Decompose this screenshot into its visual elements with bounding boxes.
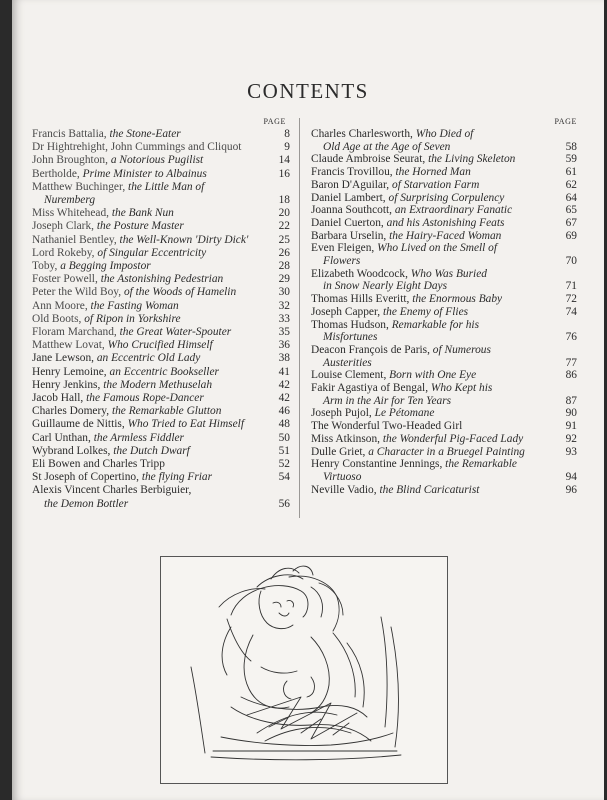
entry-page-number: 54 (278, 471, 290, 484)
entry-page-number: 29 (278, 273, 290, 286)
contents-entry (311, 369, 577, 382)
entry-name: Henry Lemoine, (32, 365, 107, 378)
entry-page-number: 67 (565, 216, 577, 229)
entry-name: Miss Whitehead, (32, 207, 109, 220)
contents-entry (311, 446, 577, 459)
entry-page-number: 86 (565, 369, 577, 382)
entry-title (32, 339, 268, 352)
entry-page-number: 9 (284, 141, 290, 154)
entry-title (32, 458, 268, 471)
entry-title (311, 153, 555, 166)
entry-description: an Eccentric Old Lady (96, 352, 201, 365)
entry-title (32, 366, 268, 379)
entry-page-number: 59 (565, 153, 577, 166)
entry-page-number: 52 (278, 458, 290, 471)
entry-description-continued: Austerities (323, 356, 372, 369)
entry-title (311, 192, 555, 205)
entry-page-number: 56 (278, 497, 290, 510)
contents-entry (311, 268, 577, 293)
entry-description: Born with One Eye (389, 369, 477, 382)
entry-title (32, 326, 268, 339)
entry-page-number: 18 (278, 194, 290, 207)
entry-title (311, 128, 555, 153)
entry-title (32, 405, 268, 418)
entry-description: the Well-Known 'Dirty Dick' (119, 233, 249, 246)
entry-name: St Joseph of Copertino, (32, 471, 139, 484)
entry-title (311, 306, 555, 319)
entry-page-number: 70 (565, 255, 577, 268)
contents-entry (32, 339, 290, 352)
contents-list-left (32, 128, 290, 511)
entry-title (311, 242, 555, 267)
entry-description: the Horned Man (395, 166, 471, 179)
entry-page-number: 8 (284, 128, 290, 140)
entry-title (311, 433, 555, 446)
contents-entry (311, 179, 577, 192)
entry-description: the Armless Fiddler (93, 431, 184, 444)
entry-name: Louise Clement, (311, 369, 387, 382)
entry-description: the Stone-Eater (109, 128, 181, 140)
entry-description: the flying Friar (141, 471, 213, 484)
entry-description: the Little Man of (128, 180, 205, 193)
contents-entry (311, 484, 577, 497)
entry-description: the Remarkable Glutton (111, 405, 222, 418)
entry-title (32, 234, 268, 247)
entry-page-number: 50 (278, 431, 290, 444)
entry-name: Jane Lewson, (32, 352, 94, 365)
column-divider (299, 118, 300, 518)
entry-name: Francis Trovillou, (311, 166, 393, 179)
contents-entry (311, 382, 577, 407)
entry-description: of the Woods of Hamelin (123, 286, 237, 299)
entry-description: the Living Skeleton (428, 153, 516, 166)
entry-title (311, 293, 555, 306)
contents-entry (32, 484, 290, 510)
entry-page-number: 42 (278, 378, 290, 391)
entry-description: the Enormous Baby (412, 293, 503, 306)
contents-entry (311, 344, 577, 369)
entry-page-number: 91 (565, 420, 577, 433)
entry-description: the Hairy-Faced Woman (389, 229, 502, 242)
entry-name: Henry Constantine Jennings, (311, 458, 443, 471)
entry-title (311, 217, 555, 230)
entry-name: Matthew Buchinger, (32, 180, 126, 193)
entry-title (32, 392, 268, 405)
entry-page-number: 22 (278, 220, 290, 233)
entry-description: of Singular Eccentricity (97, 246, 207, 259)
entry-page-number: 28 (278, 260, 290, 273)
entry-title (311, 382, 555, 407)
contents-entry (32, 392, 290, 405)
entry-title (32, 247, 268, 260)
entry-page-number: 90 (565, 407, 577, 420)
contents-entry (32, 458, 290, 471)
entry-description: an Eccentric Bookseller (109, 365, 219, 378)
entry-page-number: 26 (278, 246, 290, 259)
contents-entry (32, 168, 290, 181)
contents-entry (311, 230, 577, 243)
entry-name: Matthew Lovat, (32, 339, 105, 352)
entry-description-continued: Virtuoso (323, 470, 362, 483)
entry-name: Bertholde, (32, 167, 80, 180)
entry-title (32, 154, 268, 167)
entry-title (311, 319, 555, 344)
contents-entry (311, 204, 577, 217)
entry-title (32, 471, 268, 484)
entry-title (311, 179, 555, 192)
contents-entry (311, 242, 577, 267)
entry-page-number: 65 (565, 204, 577, 217)
entry-description: a Notorious Pugilist (110, 154, 204, 167)
entry-page-number: 33 (278, 312, 290, 325)
pen-sketch-illustration (160, 556, 448, 784)
entry-title (32, 141, 268, 154)
entry-page-number: 20 (278, 207, 290, 220)
entry-description: Remarkable for his (391, 318, 480, 331)
contents-column-right (311, 116, 577, 496)
entry-title (311, 458, 555, 483)
entry-description: Who Crucified Himself (107, 339, 213, 352)
entry-name: Daniel Cuerton, (311, 216, 384, 229)
entry-title (32, 220, 268, 233)
entry-title (311, 420, 555, 433)
contents-entry (32, 471, 290, 484)
entry-name: Foster Powell, (32, 273, 98, 286)
entry-description: the Modern Methuselah (103, 378, 213, 391)
entry-title (311, 446, 555, 459)
entry-description: a Character in a Bruegel Painting (368, 445, 525, 458)
entry-name: Wybrand Lolkes, (32, 444, 111, 457)
contents-entry (32, 273, 290, 286)
entry-name: Guillaume de Nittis, (32, 418, 125, 431)
page-column-header: PAGE (263, 117, 286, 126)
entry-name: Francis Battalia, (32, 128, 107, 140)
entry-description: the Enemy of Flies (383, 305, 469, 318)
entry-name: Lord Rokeby, (32, 246, 95, 259)
entry-description: Prime Minister to Albainus (82, 167, 207, 180)
contents-list-right (311, 128, 577, 496)
entry-page-number: 64 (565, 191, 577, 204)
entry-name: Baron D'Aguilar, (311, 178, 390, 191)
entry-title (32, 432, 268, 445)
entry-page-number: 36 (278, 339, 290, 352)
entry-description: and his Astonishing Feats (386, 216, 505, 229)
entry-name: Floram Marchand, (32, 326, 117, 339)
contents-entry (311, 458, 577, 483)
contents-entry (32, 220, 290, 233)
entry-title (311, 268, 555, 293)
entry-description: the Blind Caricaturist (379, 483, 480, 496)
contents-entry (311, 166, 577, 179)
entry-page-number: 71 (565, 280, 577, 293)
contents-entry (32, 432, 290, 445)
entry-name: Joseph Pujol, (311, 407, 372, 420)
entry-page-number: 61 (565, 166, 577, 179)
entry-description-continued: the Demon Bottler (44, 497, 129, 510)
entry-description: Who Lived on the Smell of (377, 242, 498, 255)
contents-entry (311, 293, 577, 306)
entry-title (32, 300, 268, 313)
entry-title (311, 230, 555, 243)
entry-page-number: 93 (565, 445, 577, 458)
entry-description: Who Tried to Eat Himself (127, 418, 244, 431)
contents-column-left (32, 116, 290, 511)
entry-page-number: 51 (278, 444, 290, 457)
page-column-header: PAGE (554, 117, 577, 126)
contents-entry (32, 445, 290, 458)
entry-title (311, 407, 555, 420)
entry-name: Nathaniel Bentley, (32, 233, 117, 246)
entry-page-number: 30 (278, 286, 290, 299)
entry-name: Elizabeth Woodcock, (311, 267, 408, 280)
entry-description-continued: Arm in the Air for Ten Years (323, 394, 452, 407)
entry-name: Joanna Southcott, (311, 204, 392, 217)
entry-title (32, 286, 268, 299)
entry-description: an Extraordinary Fanatic (394, 204, 513, 217)
entry-description: the Astonishing Pedestrian (100, 273, 224, 286)
entry-title (32, 260, 268, 273)
entry-name: Eli Bowen and Charles Tripp (32, 458, 165, 471)
entry-page-number: 16 (278, 167, 290, 180)
entry-page-number: 46 (278, 405, 290, 418)
contents-entry (32, 300, 290, 313)
contents-entry (32, 352, 290, 365)
book-page (12, 0, 604, 800)
entry-page-number: 72 (565, 293, 577, 306)
entry-title (32, 273, 268, 286)
contents-entry (32, 141, 290, 154)
entry-name: Toby, (32, 260, 58, 273)
entry-title (311, 204, 555, 217)
entry-page-number: 77 (565, 356, 577, 369)
entry-description: the Bank Nun (111, 207, 174, 220)
entry-title (32, 168, 268, 181)
entry-description: Who Died of (415, 128, 474, 140)
entry-page-number: 48 (278, 418, 290, 431)
contents-entry (311, 319, 577, 344)
entry-title (311, 166, 555, 179)
entry-name: Joseph Clark, (32, 220, 95, 233)
entry-name: Charles Charlesworth, (311, 128, 413, 140)
entry-description: the Fasting Woman (90, 299, 179, 312)
contents-entry (32, 405, 290, 418)
entry-description: Who Kept his (430, 382, 493, 395)
contents-entry (311, 217, 577, 230)
entry-title (32, 313, 268, 326)
entry-title (32, 445, 268, 458)
entry-description: the Famous Rope-Dancer (86, 392, 204, 405)
entry-description-continued: Misfortunes (323, 331, 378, 344)
entry-page-number: 69 (565, 229, 577, 242)
contents-entry (32, 234, 290, 247)
entry-name: Deacon François de Paris, (311, 343, 430, 356)
entry-name: Carl Unthan, (32, 431, 91, 444)
contents-entry (32, 247, 290, 260)
entry-name: Peter the Wild Boy, (32, 286, 122, 299)
entry-page-number: 76 (565, 331, 577, 344)
contents-entry (32, 128, 290, 141)
entry-page-number: 42 (278, 392, 290, 405)
entry-name: Miss Atkinson, (311, 432, 380, 445)
entry-description: of Numerous (432, 343, 491, 356)
entry-title (32, 207, 268, 220)
entry-page-number: 87 (565, 394, 577, 407)
entry-name: Old Boots, (32, 312, 82, 325)
entry-name: Thomas Hudson, (311, 318, 389, 331)
sketch-drawing (161, 557, 447, 783)
contents-entry (32, 326, 290, 339)
entry-page-number: 92 (565, 432, 577, 445)
entry-description: the Posture Master (96, 220, 184, 233)
entry-name: Claude Ambroise Seurat, (311, 153, 426, 166)
entry-name: The Wonderful Two-Headed Girl (311, 420, 463, 433)
entry-title (311, 484, 555, 497)
entry-description: the Remarkable (445, 458, 517, 471)
entry-name: Dr Hightrehight, John Cummings and Cliquot (32, 141, 242, 154)
entry-description: the Dutch Dwarf (113, 444, 190, 457)
entry-page-number: 14 (278, 154, 290, 167)
entry-name: Joseph Capper, (311, 305, 381, 318)
contents-entry (32, 366, 290, 379)
entry-page-number: 94 (565, 470, 577, 483)
entry-page-number: 74 (565, 305, 577, 318)
entry-description-continued: Old Age at the Age of Seven (323, 140, 451, 153)
entry-page-number: 32 (278, 299, 290, 312)
entry-description: the Great Water-Spouter (119, 326, 232, 339)
contents-entry (32, 154, 290, 167)
entry-name: Fakir Agastiya of Bengal, (311, 382, 429, 395)
contents-entry (32, 260, 290, 273)
entry-title (32, 418, 268, 431)
entry-description-continued: Flowers (323, 255, 361, 268)
entry-page-number: 25 (278, 233, 290, 246)
contents-entry (32, 286, 290, 299)
contents-entry (311, 407, 577, 420)
entry-name: John Broughton, (32, 154, 108, 167)
entry-page-number: 62 (565, 178, 577, 191)
contents-entry (311, 420, 577, 433)
entry-page-number: 96 (565, 483, 577, 496)
entry-title (32, 181, 268, 207)
entry-name: Thomas Hills Everitt, (311, 293, 410, 306)
entry-description: the Wonderful Pig-Faced Lady (382, 432, 524, 445)
entry-name: Henry Jenkins, (32, 378, 101, 391)
entry-description: of Surprising Corpulency (388, 191, 505, 204)
entry-title (311, 369, 555, 382)
entry-description-continued: Nuremberg (44, 194, 96, 207)
entry-name: Even Fleigen, (311, 242, 375, 255)
contents-entry (311, 128, 577, 153)
contents-entry (311, 192, 577, 205)
contents-entry (32, 418, 290, 431)
entry-title (311, 344, 555, 369)
entry-page-number: 58 (565, 140, 577, 153)
contents-entry (32, 207, 290, 220)
entry-page-number: 35 (278, 326, 290, 339)
entry-description: a Begging Impostor (60, 260, 151, 273)
entry-title (32, 352, 268, 365)
entry-page-number: 38 (278, 352, 290, 365)
entry-description: of Starvation Farm (392, 178, 480, 191)
entry-page-number: 41 (278, 365, 290, 378)
contents-entry (32, 181, 290, 207)
entry-title (32, 379, 268, 392)
entry-name: Jacob Hall, (32, 392, 84, 405)
entry-name: Barbara Urselin, (311, 229, 387, 242)
entry-description: Who Was Buried (410, 267, 487, 280)
entry-name: Dulle Griet, (311, 445, 366, 458)
entry-description: of Ripon in Yorkshire (84, 312, 181, 325)
entry-name: Ann Moore, (32, 299, 88, 312)
page-title: CONTENTS (247, 79, 369, 103)
entry-name: Neville Vadio, (311, 483, 377, 496)
entry-name: Charles Domery, (32, 405, 110, 418)
entry-title (32, 484, 268, 510)
entry-name: Daniel Lambert, (311, 191, 386, 204)
contents-entry (32, 379, 290, 392)
contents-entry (311, 306, 577, 319)
entry-name: Alexis Vincent Charles Berbiguier, (32, 484, 192, 497)
entry-description-continued: in Snow Nearly Eight Days (323, 280, 448, 293)
entry-description: Le Pétomane (374, 407, 435, 420)
contents-entry (311, 153, 577, 166)
contents-entry (32, 313, 290, 326)
contents-entry (311, 433, 577, 446)
entry-title (32, 128, 268, 141)
